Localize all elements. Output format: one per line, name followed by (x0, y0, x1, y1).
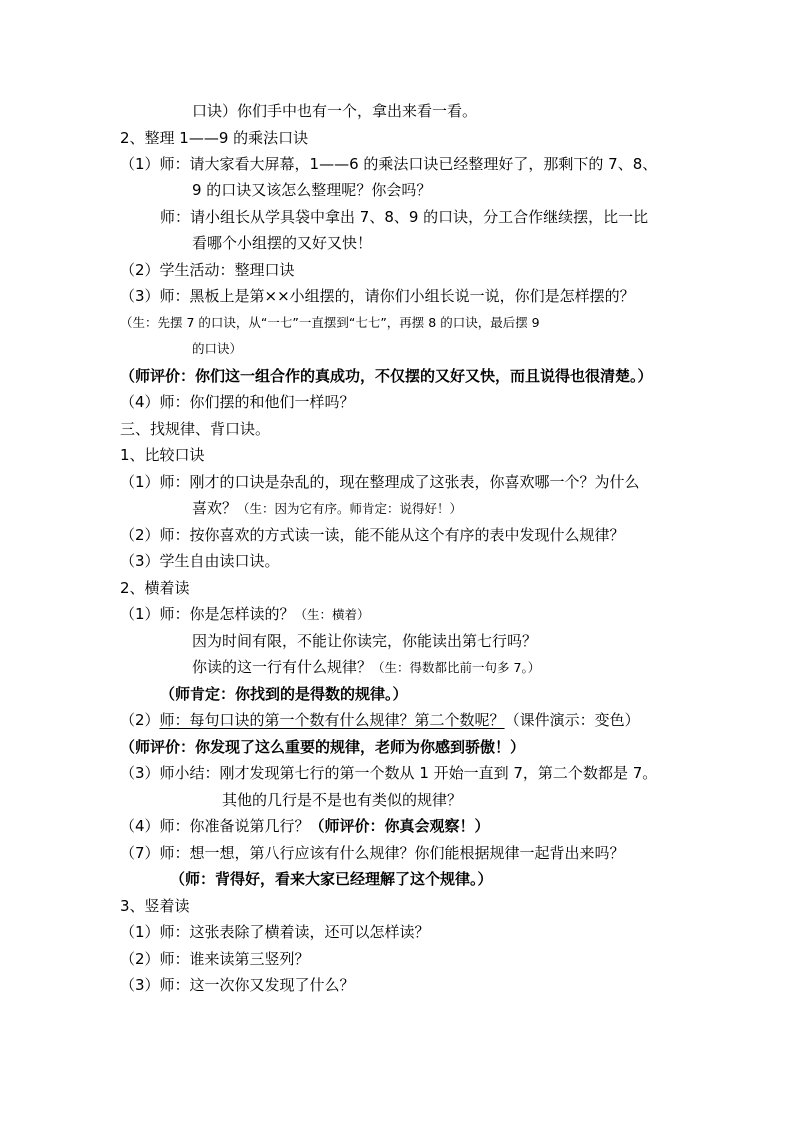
student-answer: （生：先摆 7 的口诀，从“一七”一直摆到“七七”，再摆 8 的口诀，最后摆 9 (120, 315, 540, 330)
text-line: （2）学生活动：整理口诀 (120, 261, 295, 279)
student-answer: （生：得数都比前一句多 7。） (372, 660, 541, 675)
text-line (120, 604, 370, 625)
teacher-evaluation: （师：背得好，看来大家已经理解了这个规律。） (170, 870, 493, 888)
text-line: （3）师：黑板上是第××小组摆的，请你们小组长说一说，你们是怎样摆的？ (120, 287, 635, 305)
text-line: （1）师：这张表除了横着读，还可以怎样读？ (120, 923, 430, 941)
text-line: 师：请小组长从学具袋中拿出 7、8、9 的口诀，分工合作继续摆，比一比 (160, 208, 649, 226)
text-line: （3）师小结：刚才发现第七行的第一个数从 1 开始一直到 7，第二个数都是 7。 (120, 764, 658, 782)
text-fragment: （2） (120, 711, 160, 729)
text-line: （3）学生自由读口诀。 (120, 552, 280, 570)
text-fragment: （1）师：你是怎样读的？ (120, 605, 295, 623)
text-line (120, 710, 640, 730)
section-heading: 3、竖着读 (120, 897, 190, 915)
text-fragment: 喜欢？ (192, 499, 238, 517)
text-line: 看哪个小组摆的又好又快！ (192, 234, 373, 252)
section-heading: 2、横着读 (120, 579, 190, 597)
text-line (192, 657, 540, 678)
text-fragment: 你读的这一行有什么规律？ (192, 658, 373, 676)
underlined-question: 师：每句口诀的第一个数有什么规律？第二个数呢？ (159, 711, 505, 729)
text-line: （1）师：请大家看大屏幕，1——6 的乘法口诀已经整理好了，那剩下的 7、8、 (120, 155, 658, 173)
text-line: 口诀）你们手中也有一个，拿出来看一看。 (192, 102, 478, 120)
teacher-evaluation: （师评价：你们这一组合作的真成功，不仅摆的又好又快，而且说得也很清楚。） (120, 367, 653, 385)
text-line: （7）师：想一想，第八行应该有什么规律？你们能根据规律一起背出来吗？ (120, 844, 625, 862)
text-line: 因为时间有限，不能让你读完，你能读出第七行吗？ (192, 632, 538, 650)
section-heading: 三、找规律、背口诀。 (120, 420, 271, 438)
teacher-evaluation: （师肯定：你找到的是得数的规律。） (160, 685, 408, 703)
section-heading: 2、整理 1——9 的乘法口诀 (120, 129, 309, 147)
text-line (120, 816, 490, 836)
text-fragment: （课件演示：变色） (504, 711, 640, 729)
section-heading: 1、比较口诀 (120, 446, 205, 464)
student-answer: （生：因为它有序。师肯定：说得好！） (237, 501, 463, 516)
student-answer: 的口诀） (192, 341, 243, 356)
text-line: （2）师：谁来读第三竖列？ (120, 950, 310, 968)
text-line: （3）师：这一次你又发现了什么？ (120, 976, 355, 994)
text-fragment: （4）师：你准备说第几行？ (120, 817, 310, 835)
teacher-evaluation: （师评价：你真会观察！） (309, 817, 490, 835)
teacher-evaluation: （师评价：你发现了这么重要的规律，老师为你感到骄傲！） (120, 738, 526, 756)
text-line (192, 498, 462, 519)
student-answer: （生：横着） (294, 607, 370, 622)
text-line: （4）师：你们摆的和他们一样吗？ (120, 393, 355, 411)
text-line: 9 的口诀又该怎么整理呢？你会吗？ (192, 181, 432, 199)
text-line: 其他的几行是不是也有类似的规律？ (222, 791, 463, 809)
text-line: （1）师：刚才的口诀是杂乱的，现在整理成了这张表，你喜欢哪一个？为什么 (120, 473, 640, 491)
text-line: （2）师：按你喜欢的方式读一读，能不能从这个有序的表中发现什么规律？ (120, 526, 625, 544)
